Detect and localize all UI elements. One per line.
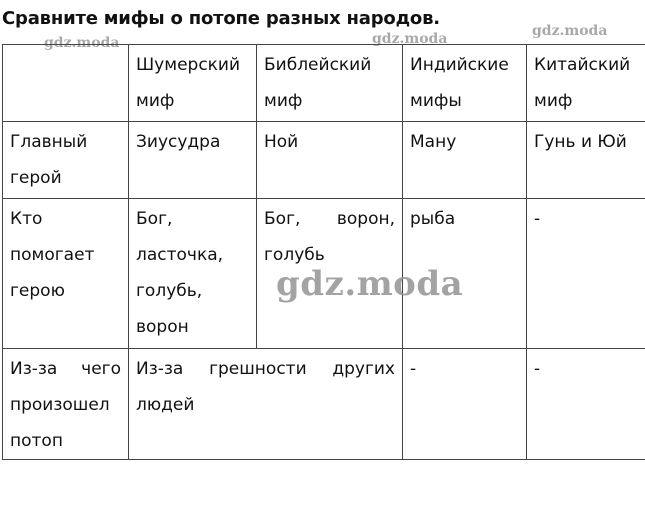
cell-cause-sumerian-biblical: Из-за грешности других людей: [129, 349, 403, 460]
header-cell-empty: [3, 45, 129, 122]
header-cell-indian: Индийские мифы: [403, 45, 527, 122]
watermark-top-left: gdz.moda: [44, 35, 120, 51]
myths-comparison-table: [2, 44, 645, 460]
cell-indian-cause: -: [403, 349, 527, 460]
cell-biblical-helpers: Бог, ворон, голубь: [257, 199, 403, 349]
cell-indian-hero: Ману: [403, 122, 527, 199]
header-cell-chinese: Китайский миф: [527, 45, 645, 122]
row-label-main-hero: Главный герой: [3, 122, 129, 199]
cell-sumerian-hero: Зиусудра: [129, 122, 257, 199]
cell-chinese-hero: Гунь и Юй: [527, 122, 645, 199]
watermark-top-right: gdz.moda: [532, 23, 608, 39]
header-cell-sumerian: Шумерский миф: [129, 45, 257, 122]
watermark-top-middle: gdz.moda: [372, 31, 448, 47]
row-label-helpers: Кто помогает герою: [3, 199, 129, 349]
cell-indian-helpers: рыба: [403, 199, 527, 349]
row-label-cause: Из-за чего произошел потоп: [3, 349, 129, 460]
page-title: Сравните мифы о потопе разных народов.: [2, 8, 440, 29]
table-header-row: [3, 45, 645, 122]
cell-biblical-hero: Ной: [257, 122, 403, 199]
watermark-center: gdz.moda: [276, 264, 464, 304]
header-cell-biblical: Библейский миф: [257, 45, 403, 122]
cell-sumerian-helpers: Бог, ласточка, голубь, ворон: [129, 199, 257, 349]
cell-chinese-helpers: -: [527, 199, 645, 349]
table-row-cause: [3, 349, 645, 460]
cell-chinese-cause: -: [527, 349, 645, 460]
table-row-main-hero: [3, 122, 645, 199]
